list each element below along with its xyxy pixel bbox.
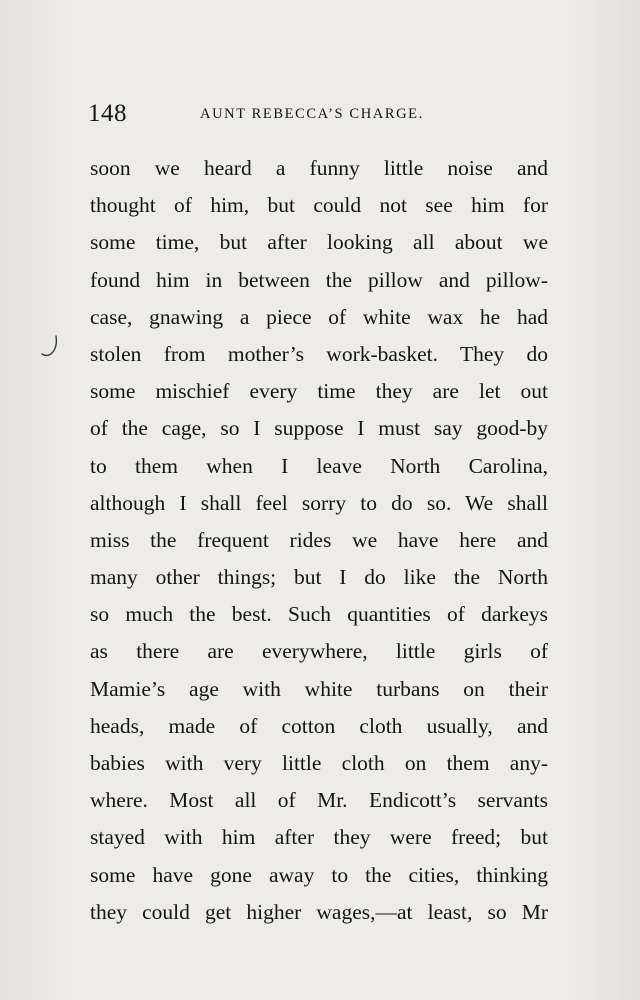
running-head: AUNT REBECCA’S CHARGE. <box>200 106 424 122</box>
text-line: of the cage, so I suppose I must say good-by <box>90 416 548 441</box>
page-number: 148 <box>88 100 127 127</box>
text-line: case, gnawing a piece of white wax he had <box>90 304 548 329</box>
page-header <box>88 100 548 130</box>
text-line: they could get higher wages,—at least, so Mr <box>90 899 548 924</box>
text-line: although I shall feel sorry to do so. We shall <box>90 490 548 515</box>
text-line: some have gone away to the cities, thinking <box>90 862 548 887</box>
text-line: miss the frequent rides we have here and <box>90 527 548 552</box>
text-line: stolen from mother’s work-basket. They do <box>90 341 548 366</box>
text-line: where. Most all of Mr. Endicott’s servants <box>90 788 548 813</box>
text-line: some mischief every time they are let out <box>90 379 548 404</box>
text-line: to them when I leave North Carolina, <box>90 453 548 478</box>
body-text <box>90 150 548 931</box>
text-line: so much the best. Such quantities of darkeys <box>90 602 548 627</box>
text-line: some time, but after looking all about we <box>90 230 548 255</box>
text-line: heads, made of cotton cloth usually, and <box>90 713 548 738</box>
text-line: soon we heard a funny little noise and <box>90 156 548 180</box>
text-line: babies with very little cloth on them any- <box>90 751 548 775</box>
text-line: Mamie’s age with white turbans on their <box>90 676 548 701</box>
text-line: found him in between the pillow and pillow- <box>90 267 548 292</box>
text-line: thought of him, but could not see him for <box>90 193 548 218</box>
pencil-margin-mark <box>40 334 64 360</box>
text-line: many other things; but I do like the North <box>90 565 548 590</box>
text-line: as there are everywhere, little girls of <box>90 639 548 664</box>
text-line: stayed with him after they were freed; but <box>90 825 548 850</box>
